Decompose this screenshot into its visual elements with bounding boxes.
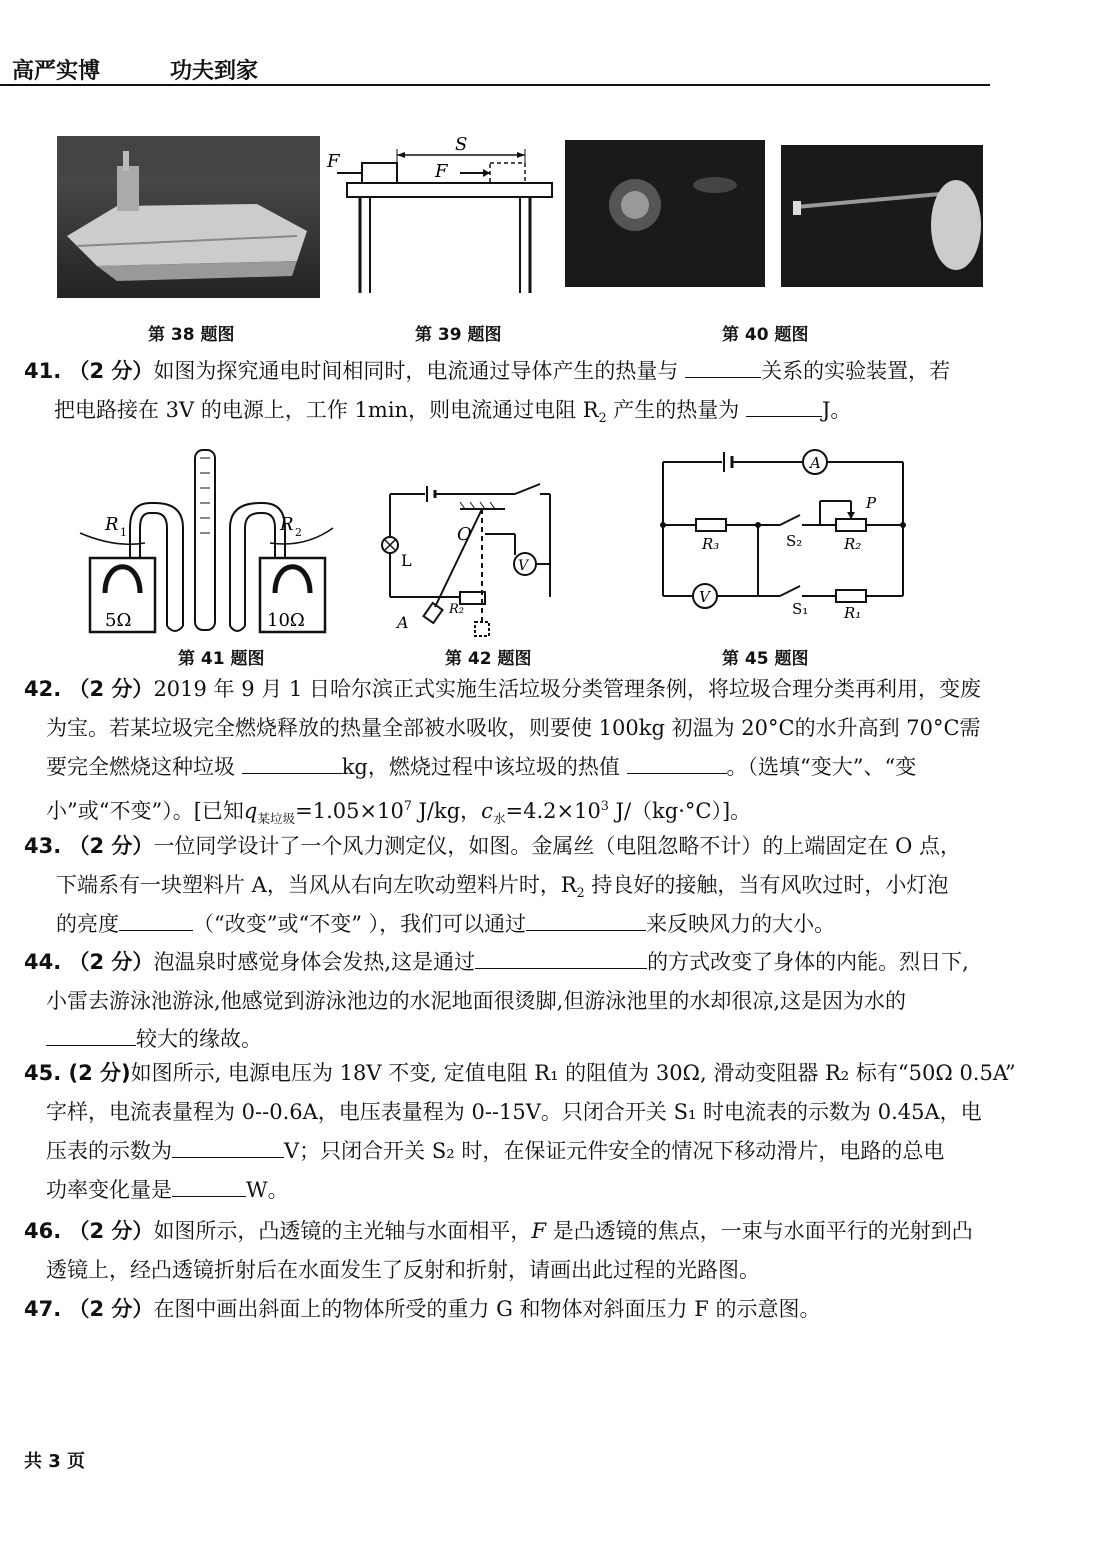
q41-text2a: 把电路接在 3V 的电源上，工作 1min，则电流通过电阻 R [54,398,599,422]
caption-fig39: 第 39 题图 [415,325,502,345]
fig42-label-a: A [397,613,409,632]
q46-number: 46. （2 分） [24,1219,154,1243]
q41-text2b: 产生的热量为 [606,398,740,422]
q42-text4d: =4.2×10 [505,799,601,823]
q42-text3c: 。（选填“变大”、“变 [726,755,917,779]
q42-text4a: 小”或“不变”）。[已知 [46,799,244,823]
fig45-label-p: P [866,494,877,512]
q47-number: 47. （2 分） [24,1297,154,1321]
header-rule [0,84,990,86]
q45-text4b: W。 [246,1178,289,1202]
fig41-label-r1: R [105,514,119,535]
fig45-label-r1: R₁ [844,604,862,622]
q43-line2 [56,870,948,908]
q42-text1: 2019 年 9 月 1 日哈尔滨正式实施生活垃圾分类管理条例，将垃圾合理分类再利用，变废 [153,677,981,701]
q45-line3 [46,1136,944,1166]
q42-c-subscript: 水 [492,811,506,827]
q41-text1a: 如图为探究通电时间相同时，电流通过导体产生的热量与 [153,359,679,383]
q42-q-symbol: q [243,799,258,823]
q42-text4c: J/kg， [411,799,482,823]
fig42-label-l: L [401,551,412,570]
q41-blank2[interactable] [746,396,822,417]
q44-number: 44. （2 分） [24,950,154,974]
q42-text3b: kg，燃烧过程中该垃圾的热值 [341,755,620,779]
header-title-left: 高严实博 [12,59,101,84]
q45-number: 45. (2 分) [24,1061,131,1085]
q42-number: 42. （2 分） [24,677,154,701]
figure-40-photo-right [781,145,983,287]
q45-text3a: 压表的示数为 [46,1139,172,1163]
q43-text3c: 来反映风力的大小。 [646,912,836,936]
q46-focus-symbol: F [531,1219,547,1243]
q46-text1b: 是凸透镜的焦点，一束与水面平行的光射到凸 [546,1219,973,1243]
q42-line2: 为宝。若某垃圾完全燃烧释放的热量全部被水吸收，则要使 100kg 初温为 20°C的水升高到 70°C需 [46,716,981,740]
figure-39-table-block [325,135,555,295]
fig41-label-r2-sub: 2 [295,526,302,539]
q47-line1 [24,1294,820,1324]
q45-line4 [46,1175,289,1205]
figure-41-thermal-apparatus [75,448,340,636]
q44-line2: 小雷去游泳池游泳,他感觉到游泳池边的水泥地面很烫脚,但游泳池里的水却很凉,这是因为水的 [46,989,907,1013]
q44-text1b: 的方式改变了身体的内能。烈日下, [647,950,969,974]
fig39-label-s: S [455,135,468,155]
q43-text2-sub: 2 [576,885,585,901]
fig39-label-f2: F [435,161,448,182]
q44-line1 [24,947,969,977]
q41-line1 [24,356,950,386]
q42-blank2[interactable] [627,753,727,774]
caption-fig42: 第 42 题图 [445,649,532,669]
q46-line2: 透镜上，经凸透镜折射后在水面发生了反射和折射，请画出此过程的光路图。 [46,1258,760,1282]
figure-45-circuit [660,448,910,628]
q42-text4b: =1.05×10 [295,799,404,823]
q45-blank1[interactable] [172,1137,284,1158]
caption-fig41: 第 41 题图 [178,649,265,669]
caption-fig45: 第 45 题图 [722,649,809,669]
header-title-right: 功夫到家 [170,59,259,84]
q45-text1: 如图所示, 电源电压为 18V 不变, 定值电阻 R₁ 的阻值为 30Ω, 滑动变阻器 R₂ 标有“50Ω 0.5A” [130,1061,1016,1085]
fig45-label-r3: R₃ [702,535,720,553]
fig45-label-ammeter: A [810,454,821,472]
q41-blank1[interactable] [685,357,761,378]
q43-blank1[interactable] [119,910,193,931]
q46-line1 [24,1216,973,1246]
q43-text2a: 下端系有一块塑料片 A，当风从右向左吹动塑料片时，R [56,873,577,897]
fig45-label-r2: R₂ [844,535,862,553]
fig45-label-s1: S₁ [792,600,809,618]
fig42-label-o: O [457,524,472,545]
caption-fig38: 第 38 题图 [148,325,235,345]
q44-blank2[interactable] [46,1025,136,1046]
q45-line2: 字样，电流表量程为 0--0.6A，电压表量程为 0--15V。只闭合开关 S₁ 时电流表的示数为 0.45A，电 [46,1100,982,1124]
q43-text3b: （“改变”或“不变” ），我们可以通过 [193,912,527,936]
q47-text1: 在图中画出斜面上的物体所受的重力 G 和物体对斜面压力 F 的示意图。 [153,1297,821,1321]
svg-text:V: V [518,558,529,574]
q42-q-subscript: 某垃圾 [257,811,296,827]
figure-42-wind-meter [375,482,560,638]
fig41-label-r1-sub: 1 [120,526,127,539]
fig45-label-s2: S₂ [786,532,803,550]
q45-blank2[interactable] [172,1176,246,1197]
fig41-label-10ohm: 10Ω [267,610,305,631]
q43-text3a: 的亮度 [56,912,119,936]
fig39-label-f1: F [327,151,340,172]
q45-line1 [24,1058,1016,1088]
q42-text3a: 要完全燃烧这种垃圾 [46,755,235,779]
q41-text2-sub: 2 [598,410,607,426]
q42-line3 [46,752,916,782]
q42-c-symbol: c [481,799,493,823]
q42-exp1: 7 [403,798,412,813]
q44-text3: 较大的缘故。 [136,1027,262,1051]
q42-exp2: 3 [600,798,609,813]
q41-line2 [54,395,851,433]
q42-line4 [46,791,751,834]
q45-text3b: V；只闭合开关 S₂ 时，在保证元件安全的情况下移动滑片，电路的总电 [284,1139,945,1163]
fig45-label-voltmeter: V [699,588,710,606]
q41-text1b: 关系的实验装置，若 [761,359,951,383]
fig42-label-r2: R₂ [449,602,464,617]
q46-text1a: 如图所示，凸透镜的主光轴与水面相平， [153,1219,532,1243]
fig41-label-5ohm: 5Ω [105,610,132,631]
q43-text1: 一位同学设计了一个风力测定仪，如图。金属丝（电阻忽略不计）的上端固定在 O 点， [153,834,962,858]
q41-text2c: J。 [821,398,852,422]
q42-line1 [24,674,981,704]
q43-line1 [24,831,961,861]
q43-blank2[interactable] [526,910,646,931]
q43-line3 [56,909,835,939]
q44-line3 [46,1024,262,1054]
q41-number: 41. （2 分） [24,359,154,383]
caption-fig40: 第 40 题图 [722,325,809,345]
q45-text4a: 功率变化量是 [46,1178,172,1202]
q44-text1a: 泡温泉时感觉身体会发热,这是通过 [153,950,476,974]
q44-blank1[interactable] [475,948,647,969]
q43-number: 43. （2 分） [24,834,154,858]
fig41-label-r2: R [280,514,294,535]
figure-40-photo-left [565,140,765,287]
figure-38-carrier-photo [57,136,320,298]
q43-text2b: 持良好的接触，当有风吹过时，小灯泡 [584,873,949,897]
q42-text4e: J/（kg·°C）]。 [608,799,752,823]
page-count: 共 3 页 [24,1451,86,1472]
q42-blank1[interactable] [242,753,342,774]
